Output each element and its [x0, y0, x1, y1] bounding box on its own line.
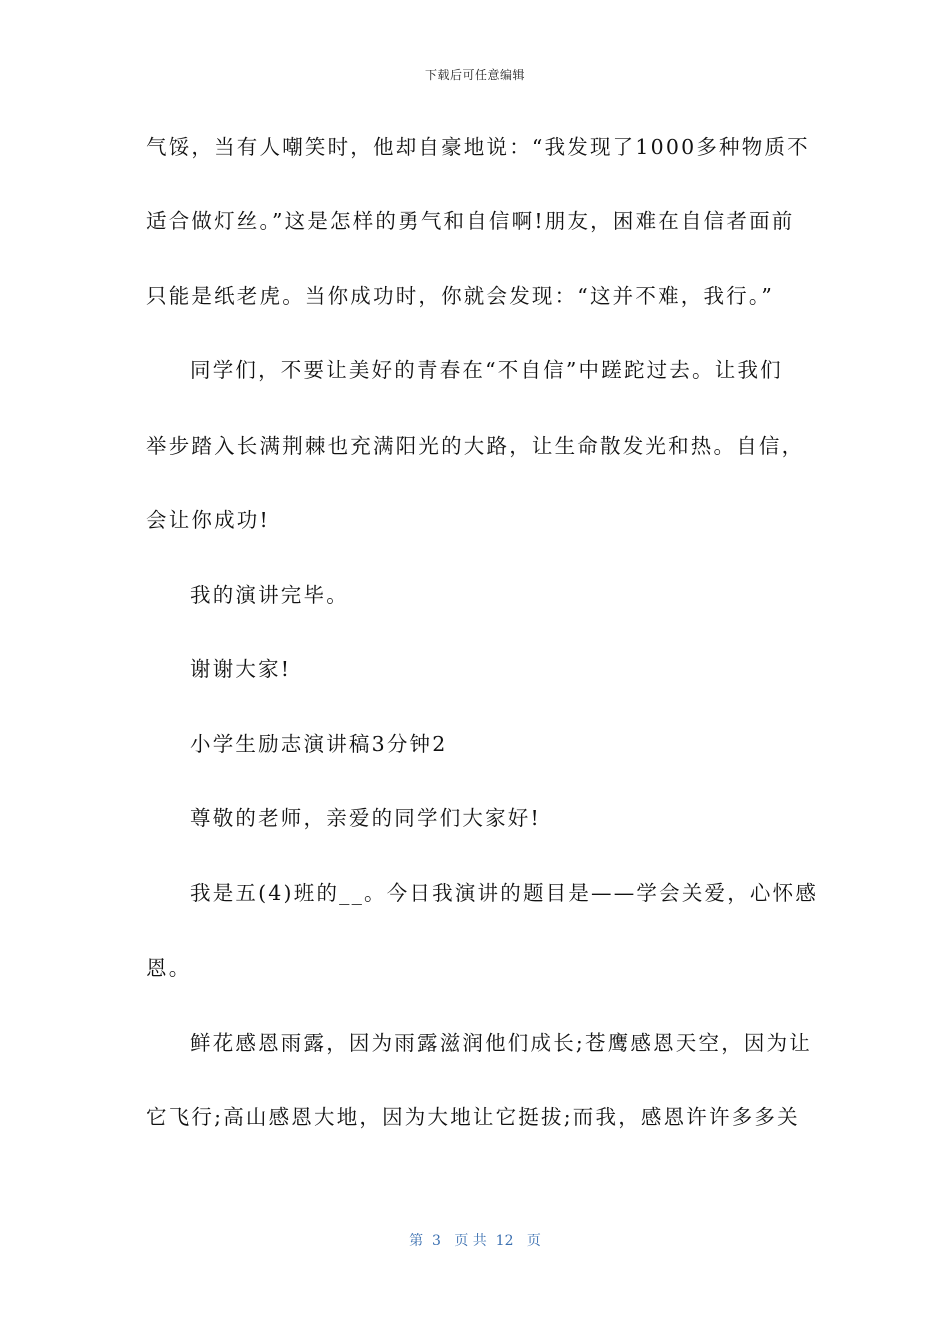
- paragraph-line: 我的演讲完毕。: [190, 583, 349, 607]
- paragraph-line: 同学们，不要让美好的青春在“不自信”中蹉跎过去。让我们: [190, 358, 783, 382]
- paragraph-line: 它飞行;高山感恩大地，因为大地让它挺拔;而我，感恩许许多多关: [146, 1105, 800, 1129]
- paragraph-line: 谢谢大家!: [190, 657, 292, 681]
- paragraph-line: 我是五(4)班的__。今日我演讲的题目是——学会关爱，心怀感: [190, 881, 819, 905]
- paragraph-line: 鲜花感恩雨露，因为雨露滋润他们成长;苍鹰感恩天空，因为让: [190, 1031, 813, 1055]
- section-title: 小学生励志演讲稿3分钟2: [190, 732, 448, 756]
- paragraph-line: 会让你成功!: [146, 508, 270, 532]
- paragraph-line: 气馁，当有人嘲笑时，他却自豪地说：“我发现了1000多种物质不: [146, 135, 810, 159]
- paragraph-line: 适合做灯丝。”这是怎样的勇气和自信啊!朋友，困难在自信者面前: [146, 209, 795, 233]
- paragraph-line: 只能是纸老虎。当你成功时，你就会发现：“这并不难，我行。”: [146, 284, 775, 308]
- page-header: 下载后可任意编辑: [424, 68, 525, 82]
- paragraph-line: 举步踏入长满荆棘也充满阳光的大路，让生命散发光和热。自信，: [146, 434, 805, 458]
- paragraph-line: 尊敬的老师，亲爱的同学们大家好!: [190, 806, 541, 830]
- paragraph-line: 恩。: [146, 956, 192, 980]
- page-footer: 第 3 页 共 12 页: [409, 1233, 541, 1249]
